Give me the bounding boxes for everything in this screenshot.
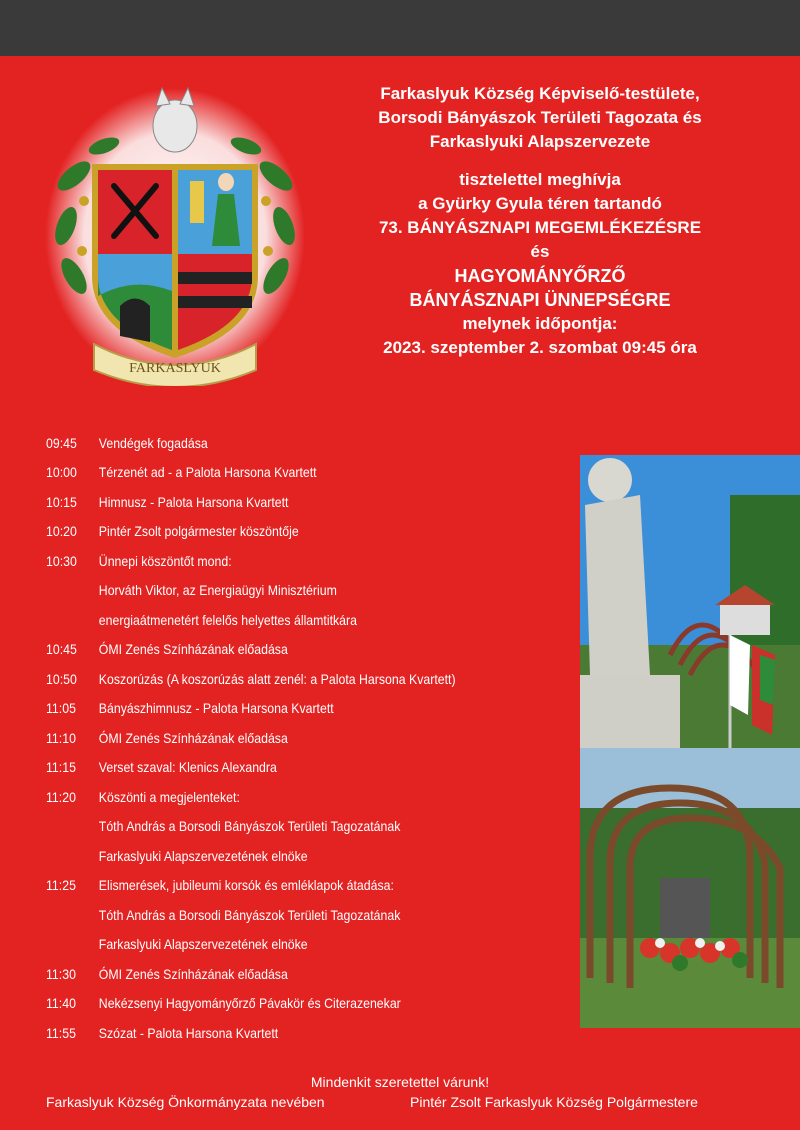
schedule-time: 11:30 <box>46 965 76 982</box>
schedule-row <box>46 782 521 812</box>
schedule-time: 10:00 <box>46 464 77 481</box>
schedule-item-text: Tóth András a Borsodi Bányászok Területi Tagozatának <box>98 906 401 923</box>
schedule-row <box>46 841 521 871</box>
program-schedule <box>46 428 586 1048</box>
schedule-item-text: ÓMI Zenés Színházának előadása <box>98 641 288 658</box>
schedule-item-text: Bányászhimnusz - Palota Harsona Kvartett <box>98 700 334 717</box>
schedule-row <box>46 576 521 606</box>
org-line: Borsodi Bányászok Területi Tagozata és <box>378 108 702 127</box>
schedule-row <box>46 458 521 488</box>
schedule-row <box>46 546 521 576</box>
schedule-item-text: Szózat - Palota Harsona Kvartett <box>98 1024 279 1041</box>
statue-photo <box>580 455 800 748</box>
event-title: 73. BÁNYÁSZNAPI MEGEMLÉKEZÉSRE <box>378 218 702 237</box>
schedule-item-text: Elismerések, jubileumi korsók és emléklapok átadása: <box>98 877 394 894</box>
schedule-time: 11:55 <box>46 1024 76 1041</box>
footer-mayor: Pintér Zsolt Farkaslyuk Község Polgármestere <box>410 1094 698 1110</box>
footer-organizer: Farkaslyuk Község Önkormányzata nevében <box>46 1094 325 1110</box>
schedule-time: 10:15 <box>46 493 77 510</box>
schedule-item-text: energiaátmenetért felelős helyettes államtitkára <box>98 611 357 628</box>
top-bar <box>0 0 800 56</box>
schedule-row <box>46 635 521 665</box>
event-title: BÁNYÁSZNAPI ÜNNEPSÉGRE <box>409 290 671 310</box>
schedule-time: 11:20 <box>46 788 76 805</box>
invitation-header <box>320 82 760 360</box>
schedule-row <box>46 428 521 458</box>
schedule-item-text: Himnusz - Palota Harsona Kvartett <box>98 493 289 510</box>
schedule-item-text: Nekézsenyi Hagyományőrző Pávakör és Citerazenekar <box>98 995 401 1012</box>
schedule-row <box>46 664 521 694</box>
org-line: Farkaslyuki Alapszervezete <box>429 132 651 151</box>
schedule-time: 11:40 <box>46 995 76 1012</box>
schedule-time: 11:10 <box>46 729 76 746</box>
schedule-time: 09:45 <box>46 434 77 451</box>
event-title: HAGYOMÁNYŐRZŐ <box>454 266 626 286</box>
memorial-photo <box>580 748 800 1028</box>
schedule-item-text: Térzenét ad - a Palota Harsona Kvartett <box>98 464 317 481</box>
crest-banner-text: FARKASLYUK <box>129 361 221 376</box>
schedule-item-text: Ünnepi köszöntőt mond: <box>98 552 232 569</box>
schedule-row <box>46 1018 521 1048</box>
welcome-text: Mindenkit szeretettel várunk! <box>310 1074 490 1090</box>
schedule-time: 11:25 <box>46 877 76 894</box>
schedule-row <box>46 694 521 724</box>
coat-of-arms <box>44 86 306 386</box>
schedule-row <box>46 812 521 842</box>
schedule-time: 10:45 <box>46 641 77 658</box>
schedule-row <box>46 989 521 1019</box>
schedule-row <box>46 723 521 753</box>
invite-line: a Gyürky Gyula téren tartandó <box>418 194 662 213</box>
org-line: Farkaslyuk Község Képviselő-testülete, <box>380 84 700 103</box>
and-text: és <box>530 242 550 261</box>
schedule-row <box>46 900 521 930</box>
invite-line: tisztelettel meghívja <box>459 170 621 189</box>
schedule-row <box>46 959 521 989</box>
schedule-item-text: Verset szaval: Klenics Alexandra <box>98 759 277 776</box>
schedule-time: 10:20 <box>46 523 77 540</box>
schedule-row <box>46 871 521 901</box>
schedule-time: 10:50 <box>46 670 77 687</box>
schedule-item-text: ÓMI Zenés Színházának előadása <box>98 965 288 982</box>
schedule-row <box>46 605 521 635</box>
schedule-item-text: Koszorúzás (A koszorúzás alatt zenél: a Palota Harsona Kvartett) <box>98 670 456 687</box>
schedule-item-text: ÓMI Zenés Színházának előadása <box>98 729 288 746</box>
schedule-item-text: Vendégek fogadása <box>98 434 208 451</box>
schedule-time: 11:15 <box>46 759 76 776</box>
schedule-row <box>46 487 521 517</box>
schedule-row <box>46 930 521 960</box>
date-label: melynek időpontja: <box>462 314 618 333</box>
schedule-time: 10:30 <box>46 552 77 569</box>
schedule-row <box>46 517 521 547</box>
event-date: 2023. szeptember 2. szombat 09:45 óra <box>383 338 697 357</box>
schedule-item-text: Farkaslyuki Alapszervezetének elnöke <box>98 847 308 864</box>
schedule-item-text: Tóth András a Borsodi Bányászok Területi Tagozatának <box>98 818 401 835</box>
schedule-item-text: Pintér Zsolt polgármester köszöntője <box>98 523 299 540</box>
schedule-row <box>46 753 521 783</box>
schedule-item-text: Farkaslyuki Alapszervezetének elnöke <box>98 936 308 953</box>
schedule-item-text: Köszönti a megjelenteket: <box>98 788 240 805</box>
schedule-item-text: Horváth Viktor, az Energiaügyi Minisztérium <box>98 582 337 599</box>
schedule-time: 11:05 <box>46 700 76 717</box>
